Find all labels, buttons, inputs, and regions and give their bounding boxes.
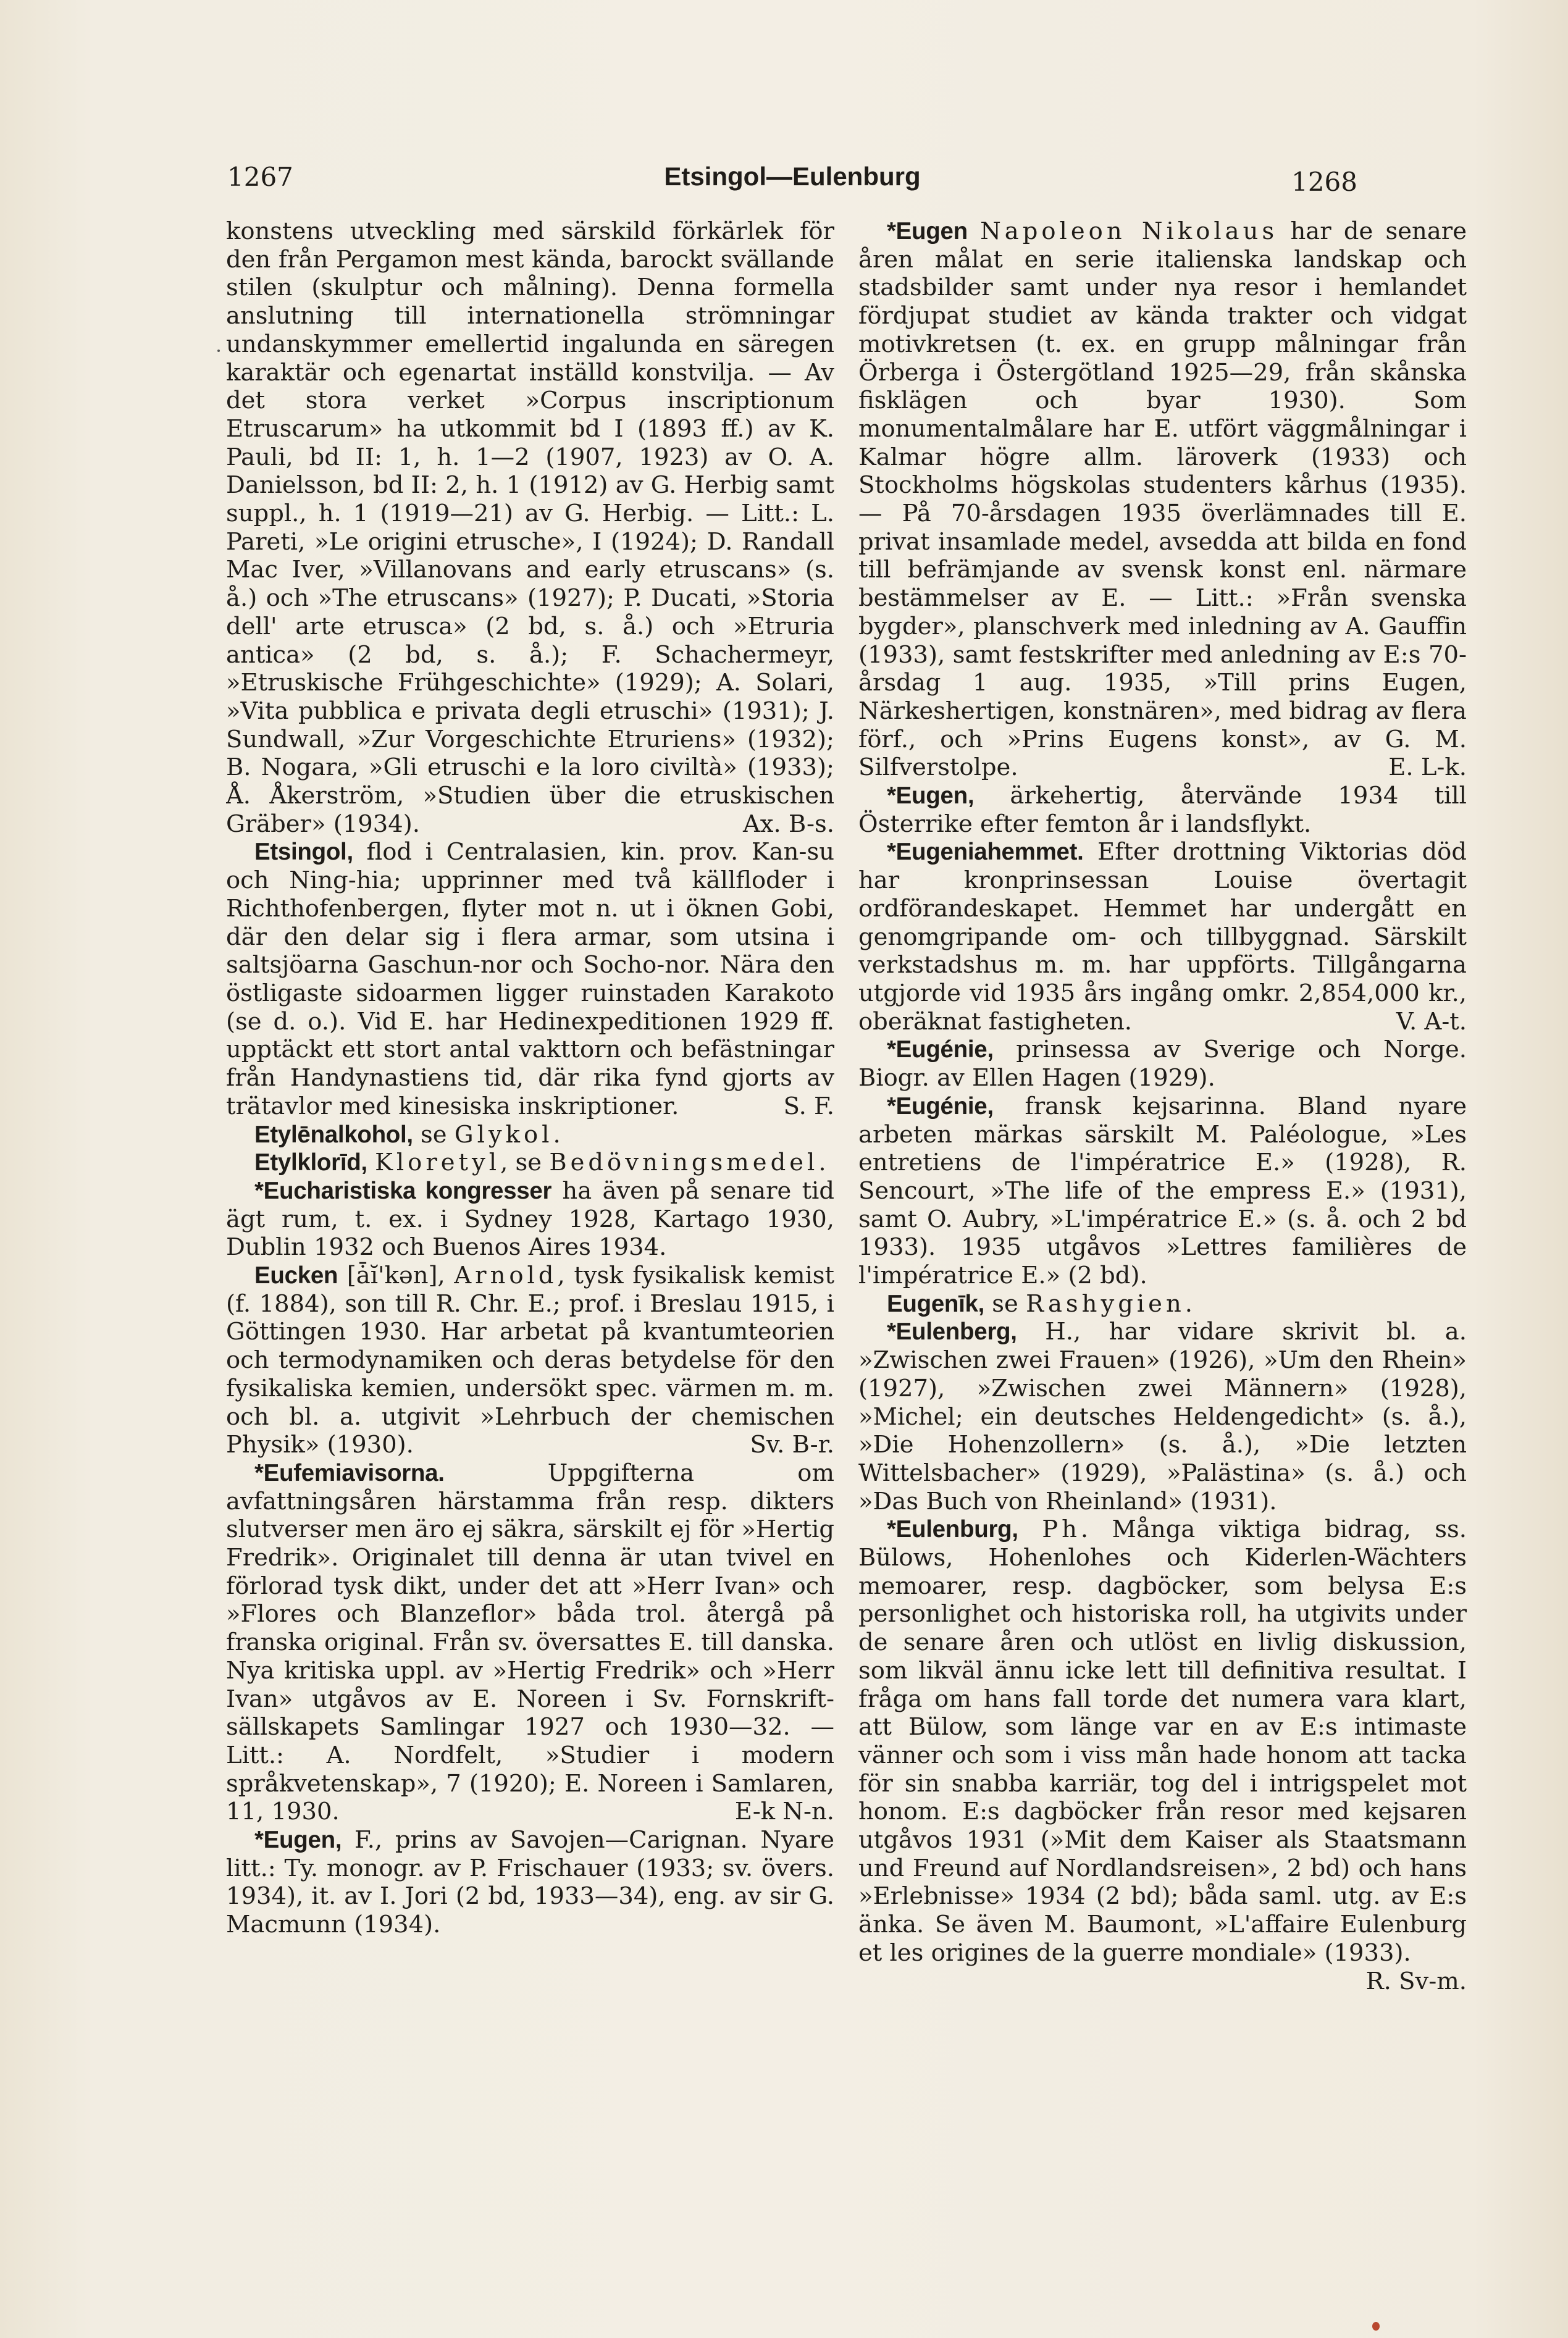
signature: E. L-k. xyxy=(1388,753,1467,782)
cross-reference: Kloretyl xyxy=(375,1149,501,1177)
signature: S. F. xyxy=(783,1092,834,1120)
cross-reference: Glykol xyxy=(454,1120,553,1149)
person-name: Napoleon Nikolaus xyxy=(980,217,1278,245)
signature: R. Sv-m. xyxy=(1365,1967,1467,1995)
cross-reference: Bedövningsmedel xyxy=(549,1149,819,1177)
running-header xyxy=(227,162,1357,199)
entry-headword: *Eulenberg, xyxy=(887,1318,1017,1346)
entry-headword: Etsingol, xyxy=(254,839,353,866)
column-left xyxy=(226,217,834,2286)
person-name: Arnold xyxy=(454,1262,558,1290)
signature: Sv. B-r. xyxy=(750,1431,834,1459)
entry-etylenalkohol: Etylēnalkohol, se Glykol. xyxy=(254,1120,561,1149)
entry-eulenburg: *Eulenburg, Ph. Många viktiga bidrag, ss. Bülows, Hohenlohes och Kiderlen-Wächters memoarer, resp. dagböcker, som belysa E:s personlighet och historiska roll, ha utgivits under de senare åren och utlöst en livlig diskussion, som likväl ännu icke lett till definitiva resultat. I fråga om hans fall torde det numera vara klart, att Bülow, som länge var en av E:s intimaste vänner och som i viss mån hade honom att tacka för sin snabba karriär, tog del i intrigspelet mot honom. E:s dagböcker från resor med kejsaren utgåvos 1931 (»Mit dem Kaiser als Staatsmann und Freund auf Nordlandsreisen», 2 bd) och hans »Erlebnisse» 1934 (2 bd); båda saml. utg. av E:s änka. Se även M. Baumont, »L'affaire Eulenburg et les origines de la guerre mondiale» (1933). R. Sv-m. xyxy=(858,1515,1467,1995)
entry-etylklorid: Etylklorīd, Kloretyl, se Bedövningsmedel. xyxy=(254,1149,826,1177)
entry-eugenie-kejsarinna: *Eugénie, fransk kejsarinna. Bland nyare arbeten märkas särskilt M. Paléologue, »Les entretiens de l'impératrice E.» (1928), R. Sencourt, »The life of the empress E.» (1931), samt O. Aubry, »L'impératrice E.» (s. å. och 2 bd 1933). 1935 utgåvos »Lettres familières de l'impératrice E.» (2 bd). xyxy=(858,1092,1467,1290)
entry-headword: *Eugénie, xyxy=(887,1092,994,1120)
person-name: Ph xyxy=(1042,1515,1081,1544)
entry-headword: *Eucharistiska kongresser xyxy=(254,1177,552,1204)
column-right xyxy=(858,217,1467,2286)
signature: V. A-t. xyxy=(1396,1007,1467,1036)
entry-headword: Eucken xyxy=(254,1262,338,1289)
entry-eufemiavisorna: *Eufemiavisorna. Uppgifterna om avfattningsåren härstamma från resp. dikters slutverser men äro ej säkra, särskilt ej för »Hertig Fredrik». Originalet till denna är utan tvivel en förlorad tysk dikt, under det att »Herr Ivan» och »Flores och Blanzeflor» båda trol. återgå på franska original. Från sv. översattes E. till danska. Nya kritiska uppl. av »Hertig Fredrik» och »Herr Ivan» utgåvos av E. Noreen i Sv. Fornskrift-sällskapets Samlingar 1927 och 1930—32. — Litt.: A. Nordfelt, »Studier i modern språkvetenskap», 7 (1920); E. Noreen i Samlaren, 11, 1930. E-k N-n. xyxy=(226,1459,834,1826)
entry-headword: *Eugénie, xyxy=(887,1036,994,1063)
entry-headword: *Eulenburg, xyxy=(887,1516,1018,1543)
entry-eulenberg: *Eulenberg, H., har vidare skrivit bl. a. »Zwischen zwei Frauen» (1926), »Um den Rhein» (1927), »Zwischen zwei Männern» (1928), »Michel; ein deutsches Heldengedicht» (s. å.), »Die Hohenzollern» (s. å.), »Die letzten Wittelsbacher» (1929), »Palästina» (s. å.) och »Das Buch von Rheinland» (1931). xyxy=(858,1318,1467,1515)
entry-headword: *Eugeniahemmet. xyxy=(887,839,1084,866)
entry-headword: Eugenīk, xyxy=(887,1290,985,1317)
entry-headword: *Eugen, xyxy=(887,782,975,810)
entry-headword: *Eugen xyxy=(887,218,968,245)
signature: E-k N-n. xyxy=(734,1798,834,1826)
entry-eugenik: Eugenīk, se Rashygien. xyxy=(887,1289,1193,1318)
page-number-right: 1268 xyxy=(1291,167,1357,197)
entry-eucharistiska-kongresser: *Eucharistiska kongresser ha även på senare tid ägt rum, t. ex. i Sydney 1928, Kartago 1930, Dublin 1932 och Buenos Aires 1934. xyxy=(226,1176,834,1262)
entry-eugen-savojen: *Eugen, F., prins av Savojen—Carignan. Nyare litt.: Ty. monogr. av P. Frischauer (1933; sv. övers. 1934), it. av I. Jori (2 bd, 1933—34), eng. av sir G. Macmunn (1934). xyxy=(226,1826,834,1939)
paper-spot xyxy=(1372,2322,1380,2331)
entry-headword: Etylklorīd, xyxy=(254,1149,367,1176)
page-number-left: 1267 xyxy=(227,162,293,192)
entry-eugen-arkehertig: *Eugen, ärkehertig, återvände 1934 till Österrike efter femton år i landsflykt. xyxy=(858,782,1467,838)
cross-reference: Rashygien xyxy=(1026,1289,1185,1318)
entry-eugenie-prinsessa: *Eugénie, prinsessa av Sverige och Norge. Biogr. av Ellen Hagen (1929). xyxy=(858,1036,1467,1092)
signature: Ax. B-s. xyxy=(742,810,834,838)
entry-headword: *Eufemiavisorna. xyxy=(254,1459,445,1486)
header-title: Etsingol—Eulenburg xyxy=(664,162,921,191)
entry-etrusker-continuation: konstens utveckling med särskild förkärlek för den från Pergamon mest kända, barockt svällande stilen (skulptur och målning). Denna formella anslutning till internationella strömningar undanskymmer emellertid ingalunda en säregen karaktär och egenartat inställd konstvilja. — Av det stora verket »Corpus inscriptionum Etruscarum» ha utkommit bd I (1893 ff.) av K. Pauli, bd II: 1, h. 1—2 (1907, 1923) av O. A. Danielsson, bd II: 2, h. 1 (1912) av G. Herbig samt suppl., h. 1 (1919—21) av G. Herbig. — Litt.: L. Pareti, »Le origini etrusche», I (1924); D. Randall Mac Iver, »Villanovans and early etruscans» (s. å.) och »The etruscans» (1927); P. Ducati, »Storia dell' arte etrusca» (2 bd, s. å.) och »Etruria antica» (2 bd, s. å.); F. Schachermeyr, »Etruskische Frühgeschichte» (1929); A. Solari, »Vita pubblica e privata degli etruschi» (1931); J. Sundwall, »Zur Vorgeschichte Etruriens» (1932); B. Nogara, »Gli etruschi e la loro civiltà» (1933); Å. Åkerström, »Studien über die etruskischen Gräber» (1934). Ax. B-s. xyxy=(226,217,834,838)
entry-etsingol: Etsingol, flod i Centralasien, kin. prov. Kan-su och Ning-hia; upprinner med två källfloder i Richthofenbergen, flyter mot n. ut i öknen Gobi, där den delar sig i flera armar, som utsina i saltsjöarna Gaschun-nor och Socho-nor. Nära den östligaste sidoarmen ligger ruinstaden Karakoto (se d. o.). Vid E. har Hedinexpeditionen 1929 ff. upptäckt ett stort antal vakttorn och befästningar från Handynastiens tid, där rika fynd gjorts av trätavlor med kinesiska inskriptioner. S. F. xyxy=(226,838,834,1120)
margin-mark xyxy=(217,350,220,352)
entry-eugeniahemmet: *Eugeniahemmet. Efter drottning Viktorias död har kronprinsessan Louise övertagit ordförandeskapet. Hemmet har undergått en genomgripande om- och tillbyggnad. Särskilt verkstadshus m. m. har uppförts. Tillgångarna utgjorde vid 1935 års ingång omkr. 2,854,000 kr., oberäknat fastigheten. V. A-t. xyxy=(858,838,1467,1036)
entry-headword: *Eugen, xyxy=(254,1827,342,1854)
entry-eucken: Eucken [ǡĭ'kən], Arnold, tysk fysikalisk kemist (f. 1884), son till R. Chr. E.; prof. i Breslau 1915, i Göttingen 1930. Har arbetat på kvantumteorien och termodynamiken och deras betydelse för den fysikaliska kemien, undersökt spec. värmen m. m. och bl. a. utgivit »Lehrbuch der chemischen Physik» (1930). Sv. B-r. xyxy=(226,1262,834,1459)
entry-eugen-napoleon-nikolaus: *Eugen Napoleon Nikolaus har de senare åren målat en serie italienska landskap och stadsbilder samt under nya resor i hemlandet fördjupat studiet av kända trakter och vidgat motivkretsen (t. ex. en grupp målningar från Örberga i Östergötland 1925—29, från skånska fisklägen och byar 1930). Som monumentalmålare har E. utfört väggmålningar i Kalmar högre allm. läroverk (1933) och Stockholms högskolas studenters kårhus (1935). — På 70-årsdagen 1935 överlämnades till E. privat insamlade medel, avsedda att bilda en fond till befrämjande av svensk konst enl. närmare bestämmelser av E. — Litt.: »Från svenska bygder», planschverk med inledning av A. Gauffin (1933), samt festskrifter med anledning av E:s 70-årsdag 1 aug. 1935, »Till prins Eugen, Närkeshertigen, konstnären», med bidrag av flera förf., och »Prins Eugens konst», av G. M. Silfverstolpe. E. L-k. xyxy=(858,217,1467,782)
entry-headword: Etylēnalkohol, xyxy=(254,1121,413,1148)
